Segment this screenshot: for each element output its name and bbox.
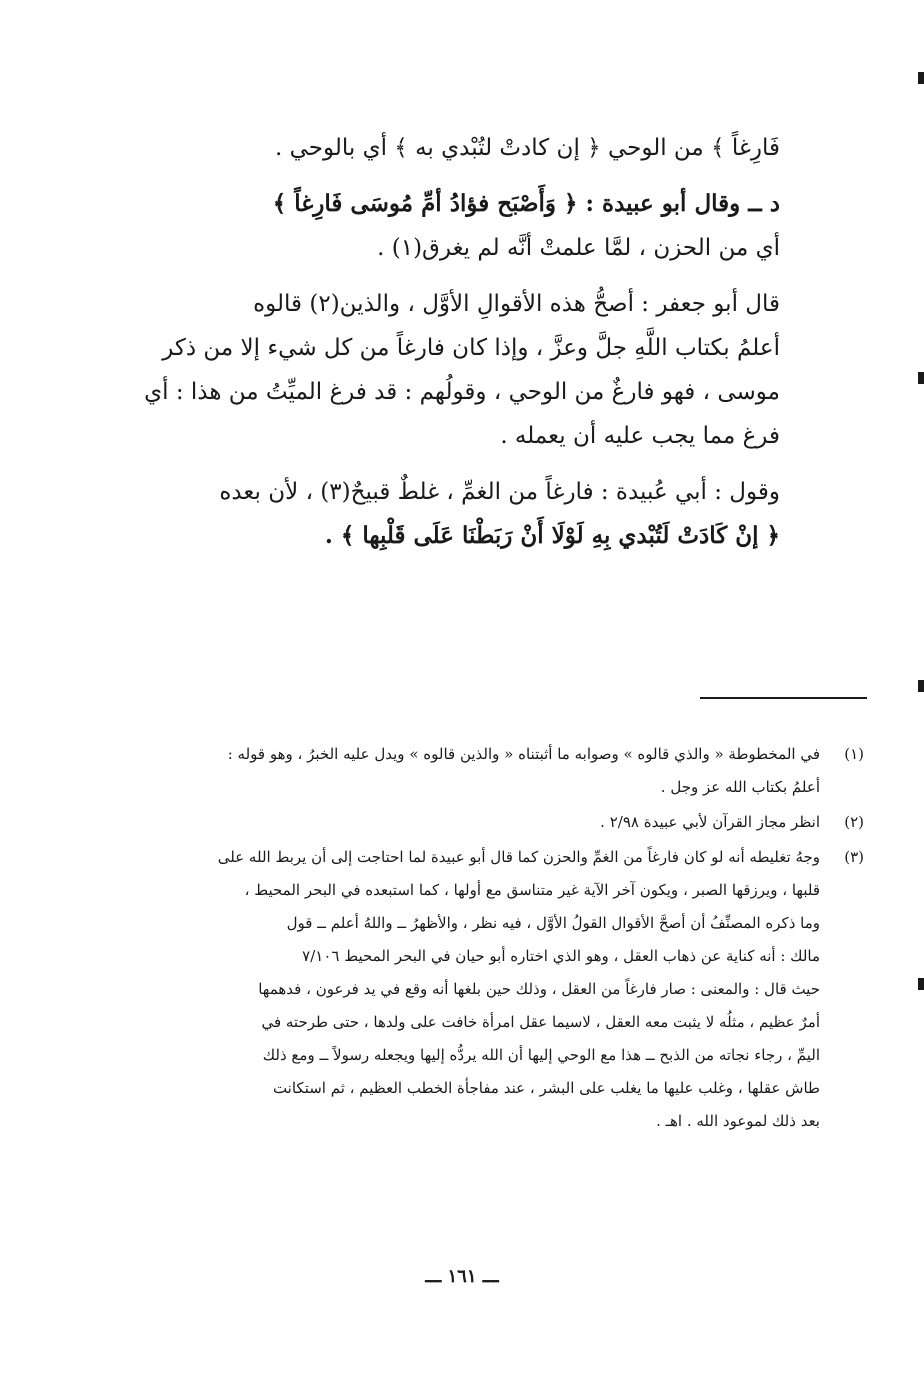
footnote-number: (٣) [844,848,864,866]
footnote-2 [98,806,864,839]
text-line: أعلمُ بكتاب اللَّهِ جلَّ وعزَّ ، وإذا كان فارغاً من كل شيء إلا من ذكر [162,335,780,361]
footnote-text [98,738,820,804]
paragraph-1 [130,126,780,170]
text-line: وقول : أبي عُبيدة : فارغاً من الغمِّ ، غلطٌ قبيحٌ(٣) ، لأن بعده [219,479,780,505]
text-line: بعد ذلك لموعود الله . اهـ . [656,1112,820,1130]
footnotes [98,738,864,1140]
main-text [130,126,780,570]
edge-mark [918,978,924,990]
text-line: أعلمُ بكتاب الله عز وجل . [660,778,820,796]
text-line: موسى ، فهو فارغٌ من الوحي ، وقولُهم : قد فرغ الميِّتُ من هذا : أي [144,379,780,405]
footnote-text [98,841,820,1138]
footnote-3 [98,841,864,1138]
text-line: طاش عقلها ، وغلب عليها ما يغلب على البشر ، عند مفاجأة الخطب العظيم ، ثم استكانت [272,1079,820,1097]
footnote-text [98,806,820,839]
text-line: ﴿ إنْ كَادَتْ لَتُبْدي بِهِ لَوْلَا أَنْ رَبَطْنَا عَلَى قَلْبِها ﴾ . [324,522,780,549]
text-line: فرغ مما يجب عليه أن يعمله . [500,423,780,449]
text-line: أمرٌ عظيم ، مثلُه لا يثبت معه العقل ، لاسيما عقل امرأة خافت على ولدها ، حتى طرحته في [261,1013,820,1031]
footnote-number: (١) [844,745,864,763]
text-line: حيث قال : والمعنى : صار فارغاً من العقل ، وذلك حين بلغها أنه وقع في يد فرعون ، فدهمها [258,980,820,998]
text-line: قال أبو جعفر : أصحُّ هذه الأقوالِ الأوَّل ، والذين(٢) قالوه [253,291,780,317]
text-line: فَارِغاً ﴾ من الوحي ﴿ إن كادتْ لتُبْدي به ﴾ أي بالوحي . [274,135,780,161]
paragraph-4 [130,470,780,558]
page-number: ـــ ١٦١ ـــ [425,1266,499,1287]
footnote-1 [98,738,864,804]
paragraph-2 [130,182,780,270]
text-line: وما ذكره المصنِّفُ أن أصحَّ الأقوال القولُ الأوَّل ، فيه نظر ، والأظهرُ ــ واللهُ أعلم ــ قول [286,914,820,932]
text-line: د ــ وقال أبو عبيدة : ﴿ وَأَصْبَح فؤادُ أمِّ مُوسَى فَارِغاً ﴾ [272,190,780,217]
text-line: انظر مجاز القرآن لأبي عبيدة ٢/٩٨ . [600,813,820,831]
text-line: قلبها ، ويرزقها الصبر ، ويكون آخر الآية غير متناسق مع أولها ، كما استبعده في البحر المحيط ، [244,881,820,899]
text-line: أي من الحزن ، لمَّا علمتْ أنَّه لم يغرق(١) . [377,235,780,261]
edge-mark [918,372,924,384]
paragraph-3 [130,282,780,458]
text-line: مالك : أنه كناية عن ذهاب العقل ، وهو الذي اختاره أبو حيان في البحر المحيط ٧/١٠٦ [302,947,820,965]
text-line: في المخطوطة « والذي قالوه » وصوابه ما أثبتناه « والذين قالوه » ويدل عليه الخبرُ ، وهو قوله : [227,745,820,763]
footnote-number: (٢) [844,813,864,831]
text-line: وجهُ تغليطه أنه لو كان فارغاً من الغمِّ والحزن كما قال أبو عبيدة لما احتاجت إلى أن يربط الله على [217,848,820,866]
edge-mark [918,72,924,84]
edge-mark [918,680,924,692]
footnote-separator [700,697,867,699]
text-line: اليمِّ ، رجاء نجاته من الذبح ــ هذا مع الوحي إليها أن الله يردُّه إليها ويجعله رسولاً ــ ومع ذلك [262,1046,820,1064]
